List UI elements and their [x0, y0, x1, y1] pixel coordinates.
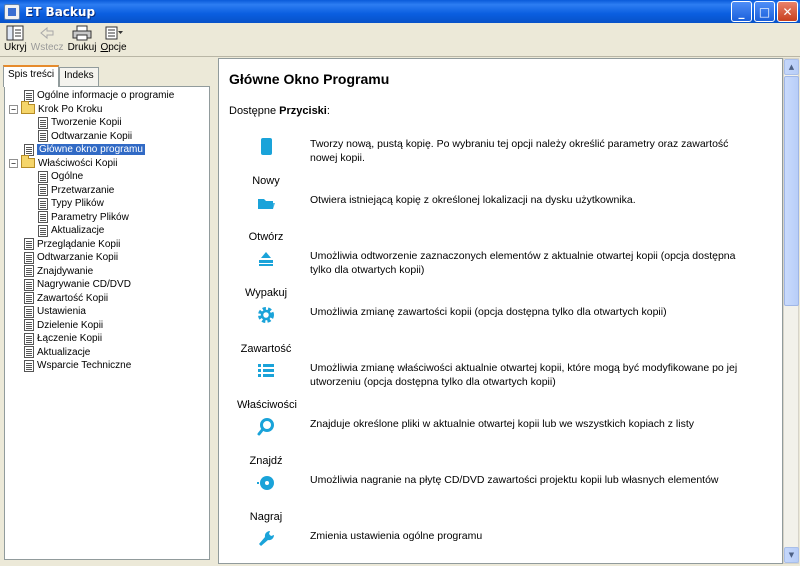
help-page-icon: [24, 279, 34, 291]
item-name: Nagraj: [249, 511, 283, 523]
print-label: Drukuj: [67, 42, 97, 53]
help-page-icon: [24, 238, 34, 250]
open-folder-icon: [21, 158, 35, 168]
tree-item-label: Parametry Plików: [51, 211, 129, 223]
tree-item[interactable]: [5, 211, 209, 225]
item-name: Właściwości: [237, 399, 297, 411]
open-folder-icon: [256, 193, 276, 213]
tree-item[interactable]: [5, 238, 209, 252]
back-button[interactable]: [31, 23, 64, 56]
window-title: ET Backup: [25, 4, 96, 19]
options-icon: [104, 25, 124, 41]
tree-item-label: Tworzenie Kopii: [51, 117, 122, 129]
help-page-icon: [24, 144, 34, 156]
print-button[interactable]: [68, 23, 97, 56]
title-bar[interactable]: [0, 0, 800, 23]
item-name: Otwórz: [248, 231, 284, 243]
hide-label: Ukryj: [4, 42, 27, 53]
hide-icon: [5, 25, 25, 41]
tree-item-label: Przetwarzanie: [51, 184, 115, 196]
item-description: Umożliwia nagranie na płytę CD/DVD zawartości projektu kopii lub własnych elementów: [310, 474, 719, 486]
tab-index-label: Indeks: [64, 70, 94, 81]
item-description: Tworzy nową, pustą kopię. Po wybraniu tej opcji należy określić parametry oraz zawartość nowej kopii.: [310, 138, 729, 164]
expand-toggle-icon[interactable]: −: [9, 159, 18, 168]
nav-tabs: [3, 65, 99, 87]
tree-item-label: Nagrywanie CD/DVD: [37, 279, 131, 291]
intro-prefix: Dostępne: [229, 105, 280, 117]
help-page-icon: [38, 171, 48, 183]
help-page-icon: [38, 130, 48, 142]
list-icon: [256, 361, 276, 381]
help-page-icon: [38, 117, 48, 129]
tree-item-label: Krok Po Kroku: [38, 103, 103, 115]
open-folder-icon: [21, 104, 35, 114]
intro-bold: Przyciski: [279, 105, 327, 117]
tree-item-label: Właściwości Kopii: [38, 157, 118, 169]
tab-contents[interactable]: [3, 65, 59, 87]
window-controls: [731, 1, 798, 22]
app-icon: [4, 4, 20, 20]
help-page-icon: [24, 292, 34, 304]
tree: [5, 89, 209, 373]
toolbar: [0, 23, 800, 57]
tree-item[interactable]: [5, 319, 209, 333]
tab-index[interactable]: [59, 67, 98, 87]
tab-contents-label: Spis treści: [8, 69, 55, 80]
contents-tree[interactable]: [4, 86, 210, 560]
help-page-icon: [24, 346, 34, 358]
tree-item[interactable]: [5, 157, 209, 171]
maximize-button[interactable]: □: [754, 1, 775, 22]
tree-item-label: Aktualizacje: [37, 346, 91, 358]
help-page-icon: [24, 360, 34, 372]
help-page-icon: [24, 306, 34, 318]
tree-item[interactable]: [5, 116, 209, 130]
close-button[interactable]: ✕: [777, 1, 798, 22]
tree-item[interactable]: [5, 130, 209, 144]
item-name: Wypakuj: [244, 287, 288, 299]
tree-item[interactable]: [5, 346, 209, 360]
tree-item-label: Ustawienia: [37, 306, 86, 318]
tree-item[interactable]: [5, 251, 209, 265]
tree-item-label: Główne okno programu: [39, 144, 143, 156]
scroll-thumb[interactable]: [784, 76, 799, 306]
burn-disc-icon: [256, 473, 276, 493]
intro-text: [229, 105, 330, 117]
search-icon: [256, 417, 276, 437]
item-name: Znajdź: [249, 455, 283, 467]
vertical-scrollbar[interactable]: [783, 58, 799, 564]
tree-item-label: Ogólne informacje o programie: [37, 90, 175, 102]
gear-icon: [256, 305, 276, 325]
item-name: Zawartość: [240, 343, 292, 355]
help-page-icon: [38, 198, 48, 210]
tree-item-label: Zawartość Kopii: [37, 292, 109, 304]
navigation-pane: [0, 58, 212, 566]
settings-wrench-icon: [256, 529, 276, 549]
help-page-icon: [24, 265, 34, 277]
printer-icon: [72, 25, 92, 41]
scroll-down-button[interactable]: ▼: [784, 547, 799, 563]
tree-item-label: Znajdywanie: [37, 265, 94, 277]
tree-item[interactable]: [5, 170, 209, 184]
new-document-icon: [256, 137, 276, 157]
tree-item-label: Aktualizacje: [51, 225, 105, 237]
tree-item[interactable]: [5, 278, 209, 292]
tree-item[interactable]: [5, 184, 209, 198]
tree-item-label: Odtwarzanie Kopii: [51, 130, 133, 142]
tree-item[interactable]: [5, 305, 209, 319]
back-label: Wstecz: [30, 42, 64, 53]
extract-icon: [256, 249, 276, 269]
item-description: Otwiera istniejącą kopię z określonej lokalizacji na dysku użytkownika.: [310, 194, 636, 206]
tree-item[interactable]: [5, 224, 209, 238]
scroll-up-button[interactable]: ▲: [784, 59, 799, 75]
page-title: Główne Okno Programu: [229, 71, 390, 87]
options-label: Opcje: [100, 42, 127, 53]
expand-toggle-icon[interactable]: −: [9, 105, 18, 114]
item-description: Umożliwia zmianę zawartości kopii (opcja dostępna tylko dla otwartych kopii): [310, 306, 667, 318]
help-content: [218, 58, 783, 564]
tree-item-label: Łączenie Kopii: [37, 333, 103, 345]
help-page-icon: [24, 252, 34, 264]
help-page-icon: [38, 225, 48, 237]
tree-item[interactable]: [5, 359, 209, 373]
options-button[interactable]: [100, 23, 126, 56]
item-description: Umożliwia odtworzenie zaznaczonych elementów z aktualnie otwartej kopii (opcja dostępna tylko dla otwartych kopii): [310, 250, 736, 276]
tree-item[interactable]: [5, 292, 209, 306]
item-description: Znajduje określone pliki w aktualnie otwartej kopii lub we wszystkich kopiach z listy: [310, 418, 695, 430]
tree-item-label: Przeglądanie Kopii: [37, 238, 121, 250]
tree-item-label: Ogólne: [51, 171, 84, 183]
help-page-icon: [24, 319, 34, 331]
help-page-icon: [24, 333, 34, 345]
tree-item-label: Wsparcie Techniczne: [37, 360, 132, 372]
item-description: Zmienia ustawienia ogólne programu: [310, 530, 483, 542]
help-page-icon: [24, 90, 34, 102]
tree-item-label: Typy Plików: [51, 198, 104, 210]
help-page-icon: [38, 211, 48, 223]
tree-item[interactable]: [5, 143, 209, 157]
minimize-button[interactable]: _: [731, 1, 752, 22]
back-arrow-icon: [37, 25, 57, 41]
tree-item[interactable]: [5, 265, 209, 279]
item-name: Nowy: [252, 175, 280, 187]
tree-item[interactable]: [5, 103, 209, 117]
intro-suffix: :: [326, 105, 330, 117]
item-description: Umożliwia zmianę właściwości aktualnie otwartej kopii, które mogą być modyfikowane po jej utworzeniu (opcja dostępna tylko dla otwartych kopii): [310, 362, 738, 388]
tree-item[interactable]: [5, 332, 209, 346]
tree-item[interactable]: [5, 197, 209, 211]
tree-item-label: Dzielenie Kopii: [37, 319, 104, 331]
tree-item-label: Odtwarzanie Kopii: [37, 252, 119, 264]
help-page-icon: [38, 184, 48, 196]
hide-button[interactable]: [4, 23, 27, 56]
tree-item[interactable]: [5, 89, 209, 103]
